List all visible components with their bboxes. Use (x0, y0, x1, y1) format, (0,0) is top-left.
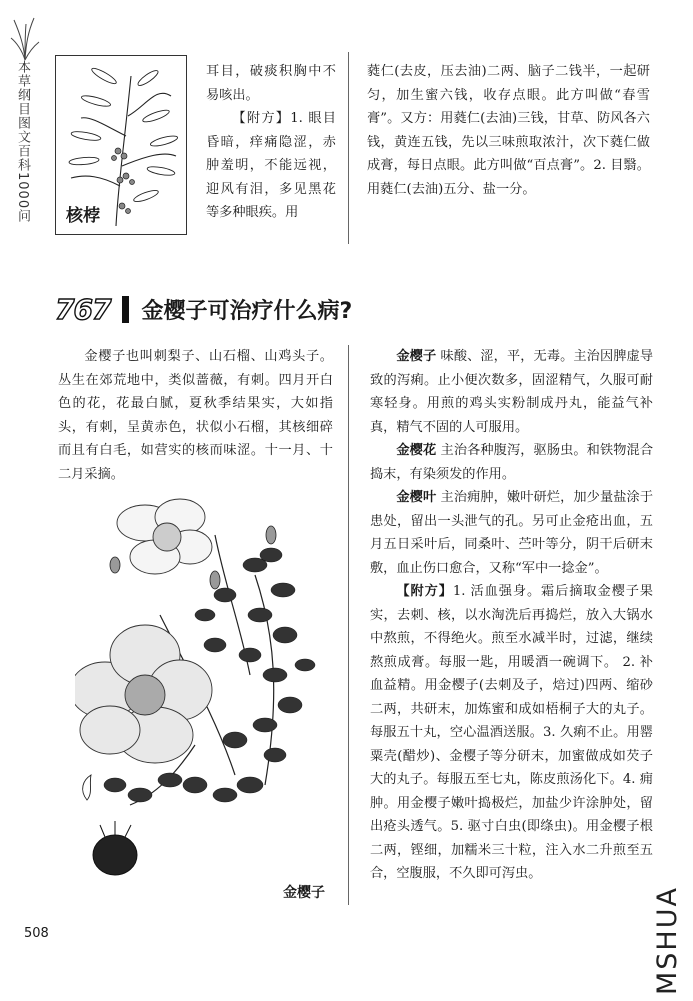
top-left-para-2: 【附方】1. 眼目昏暗，痒痛隐涩，赤肿羞明，不能远视，迎风有泪，多见黑花等多种眼疾。用 (206, 111, 336, 220)
entry-term: 金樱花 (396, 443, 437, 458)
ruizi-plant-illustration (55, 55, 187, 235)
top-column-left (206, 60, 336, 225)
entry-jinyingye (370, 486, 653, 580)
entry-text: 主治痈肿，嫩叶研烂，加少量盐涂于患处，留出一头泄气的孔。另可止金疮出血，五月五日采叶后，同桑叶、苎叶等分，阴干后研末敷，血止伤口愈合，又称“军中一捻金”。 (370, 490, 654, 576)
seed (83, 775, 91, 800)
figure-label: 核桲 (66, 206, 100, 226)
main-column-divider (348, 345, 349, 905)
watermark: MSHUA (652, 886, 683, 995)
illustration-caption: 金樱子 (283, 885, 325, 901)
entry-text: 主治各种腹泻，驱肠虫。和铁物混合捣末，有染须发的作用。 (370, 443, 654, 482)
top-left-para-1: 耳目，破痰积胸中不易咳出。 (206, 64, 336, 103)
section-heading (55, 292, 352, 326)
cherokee-rose-illustration (75, 495, 340, 890)
entry-term: 金樱叶 (396, 490, 437, 505)
grass-ornament-icon (10, 16, 40, 60)
top-column-right: 蕤仁(去皮，压去油)二两、脑子二钱半，一起研匀，加生蜜六钱，收存点眼。此方叫做“春雪膏”。又方：用蕤仁(去油)三钱，甘草、防风各六钱，黄连五钱，先以三味煎取浓汁，次下蕤仁做成膏，每日点眼。此方叫做“百点膏”。2. 目翳。用蕤仁(去油)五分、盐一分。 (367, 64, 650, 197)
main-right-column (370, 345, 653, 886)
upper-flower (117, 499, 212, 574)
entry-jinyinghua (370, 439, 653, 486)
heading-bar (122, 296, 129, 323)
prescription-label: 【附方】 (396, 584, 453, 599)
large-flower (75, 625, 212, 763)
entry-jinyingzi (370, 345, 653, 439)
section-title: 金樱子可治疗什么病? (141, 298, 353, 324)
top-column-divider (348, 52, 349, 244)
prescription-text: 1. 活血强身。霜后摘取金樱子果实，去刺、核，以水淘洗后再捣烂，放入大锅水中熬煎，不得绝火。煎至水减半时，过滤，继续熬煎成膏。每服一匙，用暖酒一碗调下。 2. 补血益精。用金樱子(去刺及子，焙过)四两、缩砂二两，共研末，加炼蜜和成如梧桐子大的丸子。每服五十丸，空心温酒送服。3. 久痢不止。用罂粟壳(醋炒)、金樱子等分研末，加蜜做成如芡子大的丸子。每服五至七丸，陈皮煎汤化下。4. 痈肿。用金樱子嫩叶捣极烂，加盐少许涂肿处，留出疮头透气。5. 驱寸白虫(即绦虫)。用金樱子根二两，铿细，加糯米三十粒，注入水二升煎至五合，空腹服，不久即可泻虫。 (370, 584, 653, 881)
prescription-paragraph (370, 580, 653, 886)
section-number: 767 (55, 292, 111, 326)
entry-text: 味酸、涩，平，无毒。主治因脾虚导致的泻痢。止小便次数多，固涩精气，久服可耐寒轻身。用煎的鸡头实粉制成丹丸，能益气补真，精气不固的人可服用。 (370, 349, 654, 435)
page-number: 508 (24, 926, 49, 941)
entry-term: 金樱子 (396, 349, 437, 364)
fruit (93, 821, 137, 875)
intro-paragraph: 金樱子也叫刺梨子、山石榴、山鸡头子。丛生在郊荒地中，类似蔷薇，有刺。四月开白色的花，花最白腻，夏秋季结果实，大如指头，有刺，呈黄赤色，状似小石榴，其核细碎而且有白毛，如营实的核而味涩。十一月、十二月采摘。 (58, 349, 333, 482)
book-series-title: 本草纲目图文百科1000问 (15, 60, 30, 224)
